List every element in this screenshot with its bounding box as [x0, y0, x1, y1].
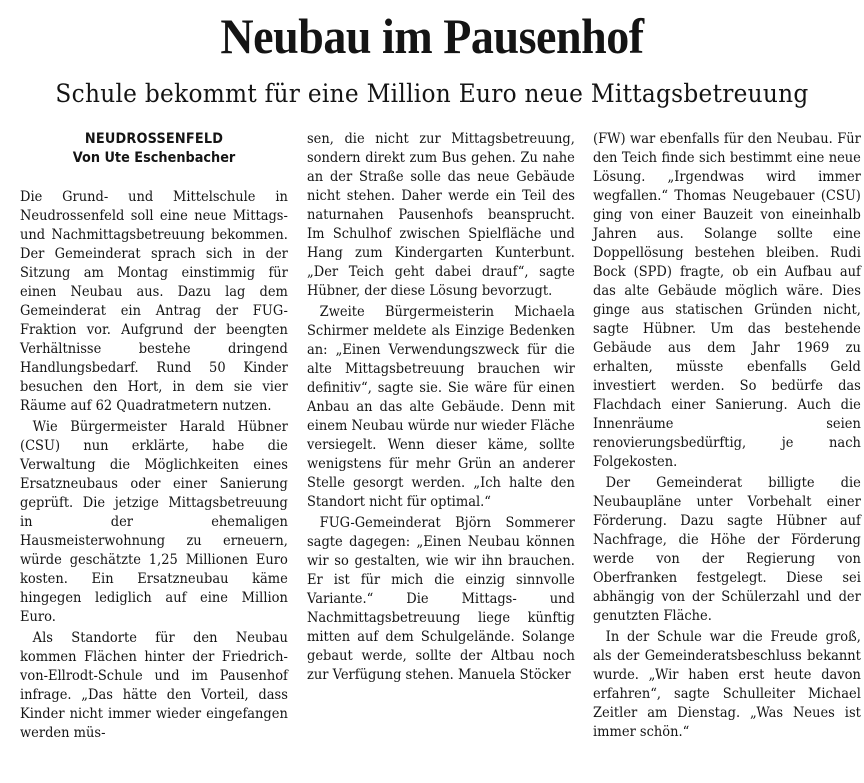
paragraph: Die Grund- und Mittelschule in Neudrossenfeld soll eine neue Mittags- und Nachmittagsbetreuung bekommen. Der Gemeinderat sprach sich in der Sitzung am Montag einstimmig für einen Neubau aus. Dazu lag dem Gemeinderat ein Antrag der FUG-Fraktion vor. Aufgrund der beengten Verhältnisse bestehe dringend Handlungsbedarf. Rund 50 Kinder besuchen den Hort, in dem sie vier Räume auf 62 Quadratmetern nutzen.: [20, 189, 288, 414]
dateline: NEUDROSSENFELD: [84, 131, 224, 147]
column-2: [307, 130, 575, 685]
paragraph: sen, die nicht zur Mittagsbetreuung, sondern direkt zum Bus gehen. Zu nahe an der Straße solle das neue Gebäude nicht stehen. Daher werde ein Teil des naturnahen Pausenhofs beansprucht. Im Schulhof zwischen Spielfläche und Hang zum Kindergarten Kunterbunt. „Der Teich geht dabei drauf“, sagte Hübner, der diese Lösung bevorzugt.: [307, 131, 575, 299]
paragraph: Der Gemeinderat billigte die Neubaupläne unter Vorbehalt einer Förderung. Dazu sagte Hübner auf Nachfrage, die Höhe der Förderung werde von der Regierung von Oberfranken festgelegt. Diese sei abhängig von der Schülerzahl und der genutzten Fläche.: [593, 475, 861, 624]
paragraph: In der Schule war die Freude groß, als der Gemeinderatsbeschluss bekannt wurde. „Wir haben erst heute davon erfahren“, sagte Schulleiter Michael Zeitler am Dienstag. „Was Neues ist immer schön.“: [593, 629, 861, 740]
paragraph: (FW) war ebenfalls für den Neubau. Für den Teich finde sich bestimmt eine neue Lösung. „Irgendwas wird immer wegfallen.“ Thomas Neugebauer (CSU) ging von einer Bauzeit von eineinhalb Jahren aus. Solange sollte eine Doppellösung bestehen bleiben. Rudi Bock (SPD) fragte, ob ein Aufbau auf das alte Gebäude möglich wäre. Dies ginge aus statischen Gründen nicht, sagte Hübner. Um das bestehende Gebäude aus dem Jahr 1969 zu erhalten, müsste ebenfalls Geld investiert werden. So bedürfe das Flachdach einer Sanierung. Auch die Innenräume seien renovierungsbedürftig, je nach Folgekosten.: [593, 131, 861, 470]
paragraph: FUG-Gemeinderat Björn Sommerer sagte dagegen: „Einen Neubau können wir so gestalten, wie wir ihn brauchen. Er ist für mich die einzig sinnvolle Variante.“ Die Mittags- und Nachmittagsbetreuung liege künftig mitten auf dem Schulgelände. Solange gebaut werde, sollte der Altbau noch zur Verfügung stehen. Manuela Stöcker: [307, 515, 575, 683]
byline: Von Ute Eschenbacher: [72, 150, 236, 166]
paragraph: Als Standorte für den Neubau kommen Flächen hinter der Friedrich-von-Ellrodt-Schule und im Pausenhof infrage. „Das hätte den Vorteil, dass Kinder nicht immer wieder eingefangen werden müs-: [20, 630, 288, 741]
headline: Neubau im Pausenhof: [220, 8, 644, 64]
paragraph: Wie Bürgermeister Harald Hübner (CSU) nun erklärte, habe die Verwaltung die Möglichkeiten eines Ersatzneubaus oder einer Sanierung geprüft. Die jetzige Mittagsbetreuung in der ehemaligen Hausmeisterwohnung zu erneuern, würde geschätzte 1,25 Millionen Euro kosten. Ein Ersatzneubau käme hingegen lediglich auf eine Million Euro.: [20, 419, 288, 625]
subheadline: Schule bekommt für eine Million Euro neue Mittagsbetreuung: [55, 79, 809, 108]
paragraph: Zweite Bürgermeisterin Michaela Schirmer meldete als Einzige Bedenken an: „Einen Verwendungszweck für die alte Mittagsbetreuung brauchen wir definitiv“, sagte sie. Sie wäre für einen Anbau an das alte Gebäude. Denn mit einem Neubau würde nur wieder Fläche versiegelt. Wenn dieser käme, sollte wenigstens für mehr Grün an anderer Stelle gesorgt werden. „Ich halte den Standort nicht für optimal.“: [307, 304, 575, 510]
column-3: [593, 130, 861, 742]
column-1: [20, 130, 288, 743]
